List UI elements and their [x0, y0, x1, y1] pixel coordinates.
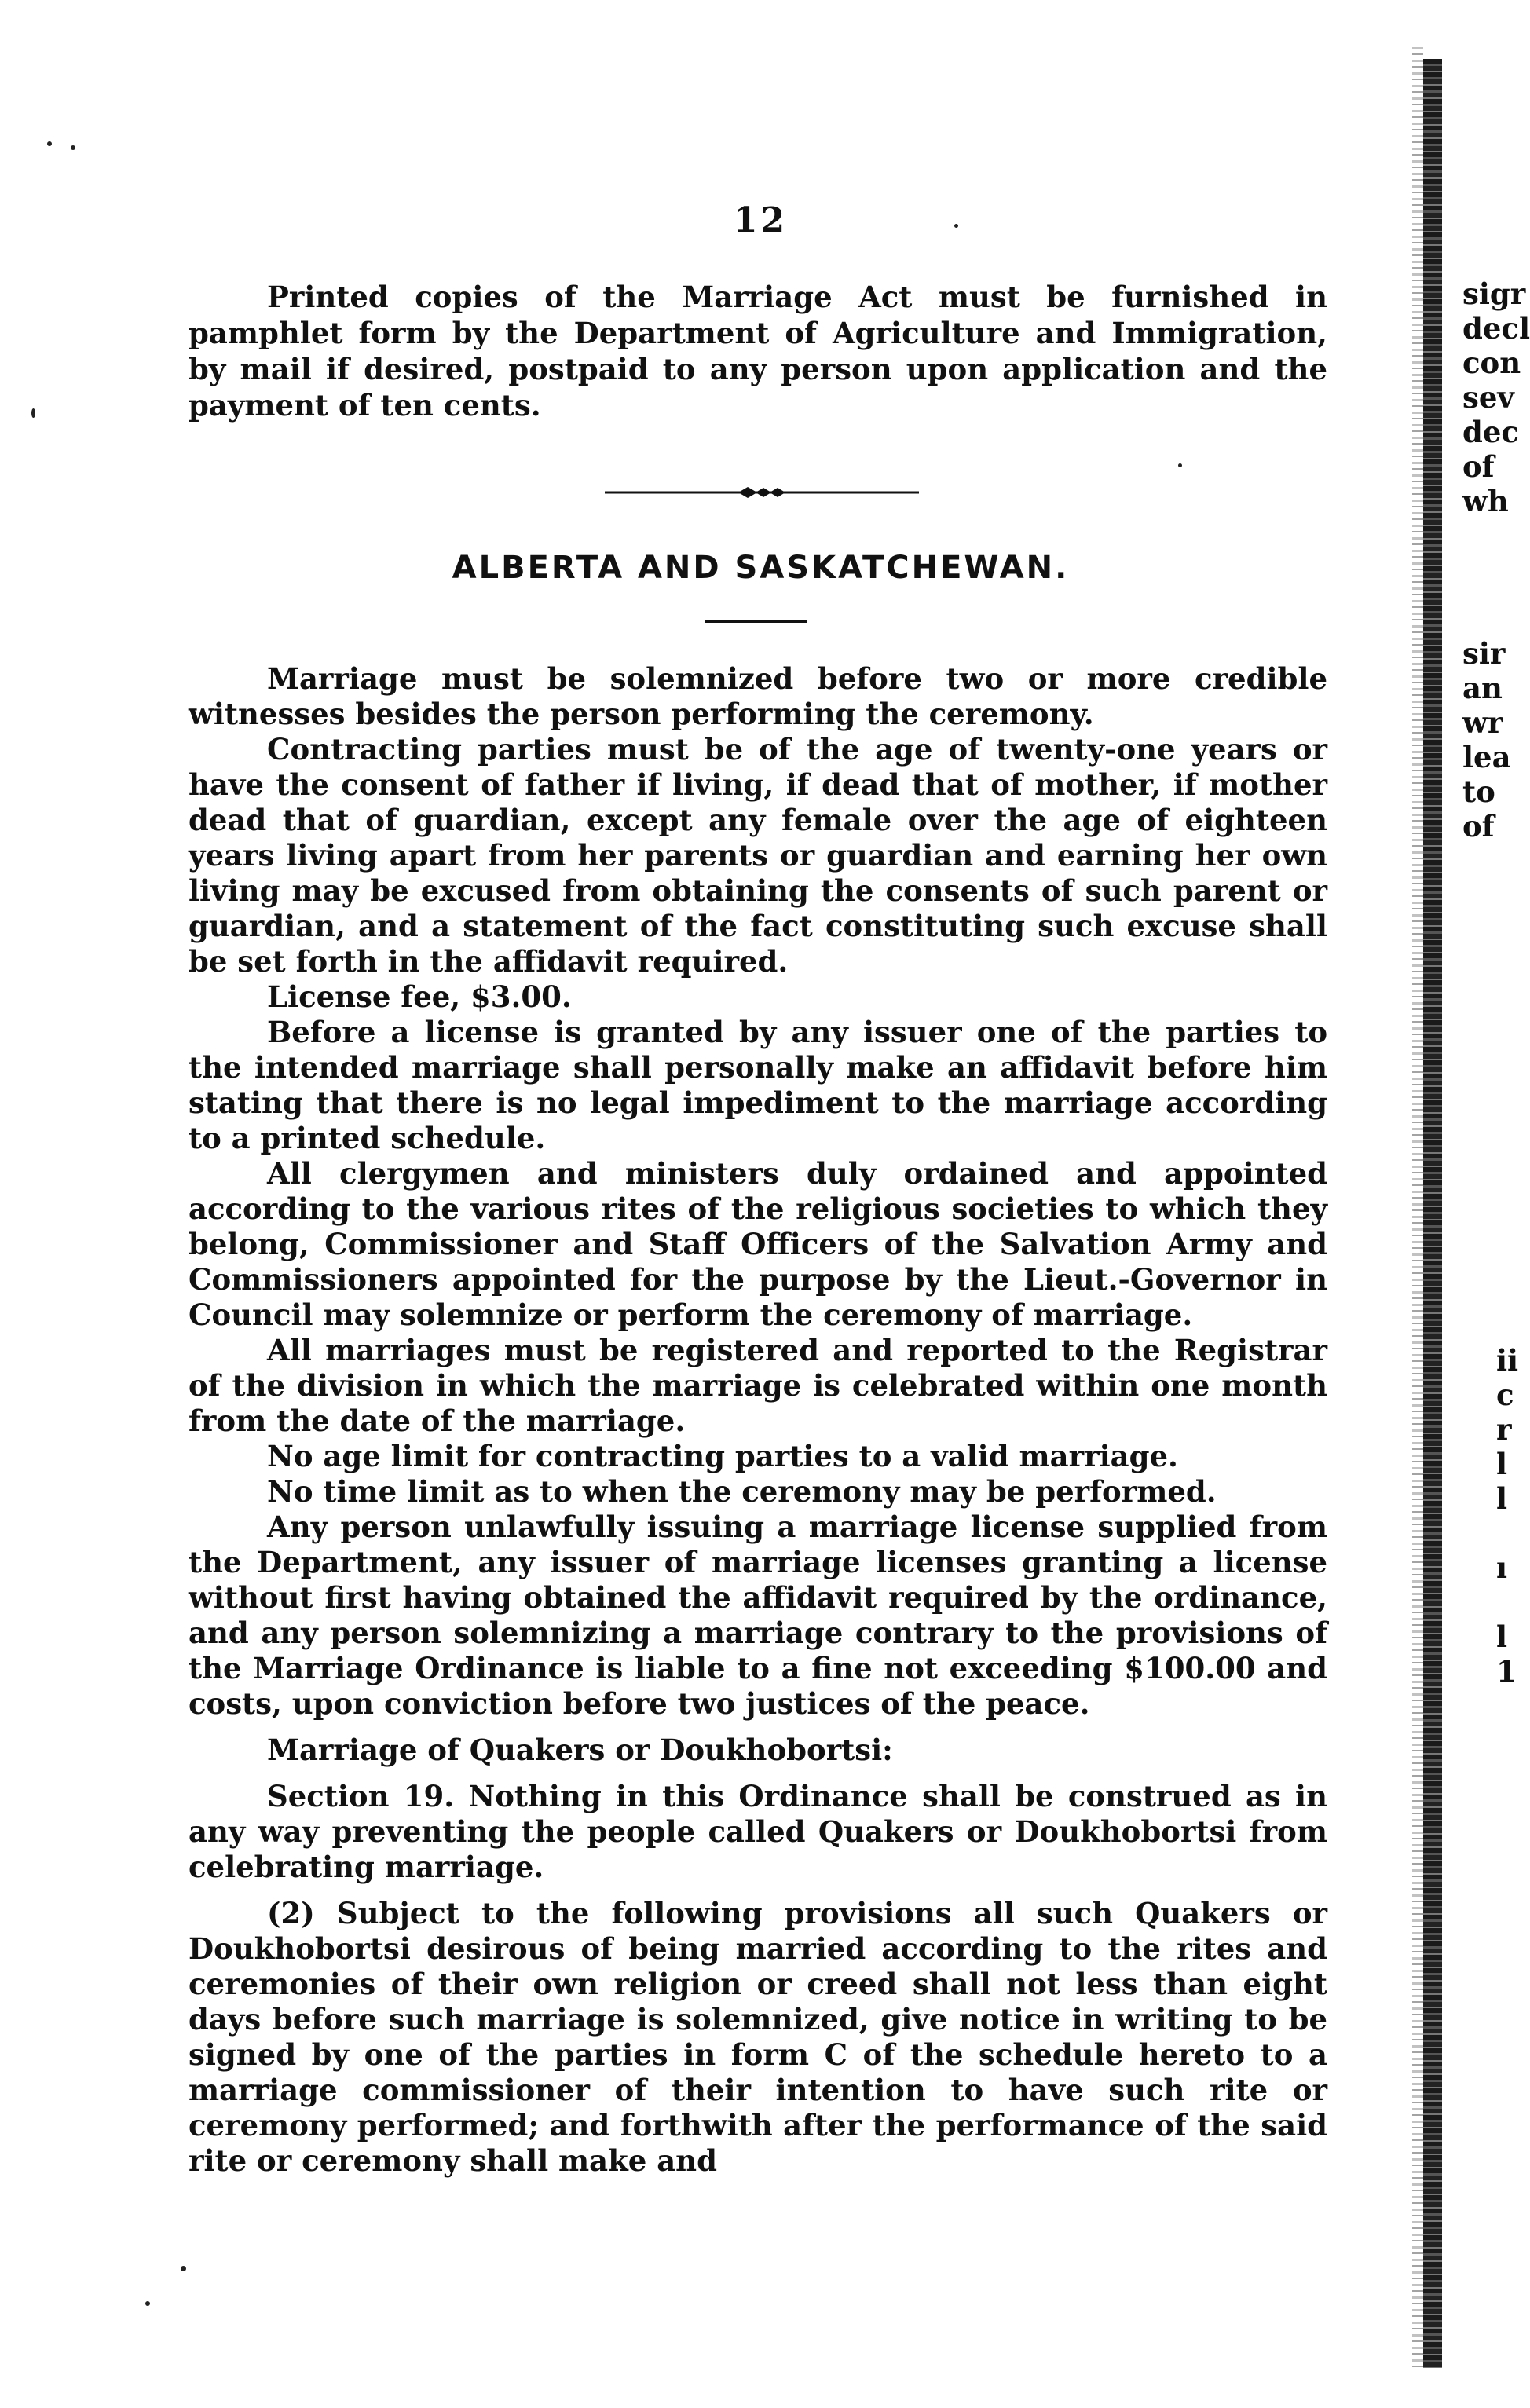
paragraph-section-19: Section 19. Nothing in this Ordinance shall be construed as in any way preventing the people called Quakers or Doukhobortsi from celebrating marriage. [189, 1779, 1327, 1884]
fragment-line: of [1462, 449, 1495, 484]
scan-speck [181, 2266, 186, 2271]
facing-page-fragment-b [1462, 636, 1521, 844]
fragment-line: sir [1462, 636, 1506, 671]
facing-page-fragment-c [1496, 1343, 1521, 1689]
fragment-line: wr [1462, 705, 1503, 740]
scan-speck [31, 408, 35, 418]
paragraph-age-consent: Contracting parties must be of the age of twenty-one years or have the consent of father if living, if dead that of mother, if mother dead that of guardian, except any female over the age of eighteen years living apart from her parents or guardian and earning her own living may be excused from obtaining the consents of such parent or guardian, and a statement of the fact constituting such excuse shall be set forth in the affidavit required. [189, 732, 1327, 979]
fragment-line: lea [1462, 740, 1511, 774]
paragraph-affidavit: Before a license is granted by any issuer one of the parties to the intended marriage shall personally make an affidavit before him stating that there is no legal impediment to the marriage according to a printed schedule. [189, 1015, 1327, 1155]
scan-speck [954, 224, 958, 228]
paragraph-age-limit: No age limit for contracting parties to a valid marriage. [267, 1439, 1178, 1473]
scan-speck [47, 141, 52, 146]
paragraph-witnesses: Marriage must be solemnized before two or more credible witnesses besides the person performing the ceremony. [189, 661, 1327, 731]
fragment-line: l [1496, 1619, 1508, 1654]
scan-speck [1178, 463, 1182, 467]
body-text [189, 661, 1327, 2179]
facing-page-fragment-a [1462, 276, 1530, 518]
page-number: 12 [733, 200, 789, 240]
fragment-line: dec [1462, 415, 1519, 449]
heading-rule [705, 620, 807, 623]
fragment-line: ı [1496, 1550, 1508, 1585]
fragment-line [1496, 1585, 1521, 1619]
fragment-line: l [1496, 1481, 1508, 1516]
fragment-line: sev [1462, 380, 1514, 415]
fragment-line: l [1496, 1447, 1508, 1481]
fragment-line: sigr [1462, 276, 1526, 311]
fragment-line [1496, 1516, 1521, 1550]
paragraph-subsection-2: (2) Subject to the following provisions all such Quakers or Doukhobortsi desirous of being married according to the rites and ceremonies of their own religion or creed shall not less than eight days before such marriage is solemnized, give notice in writing to be signed by one of the parties in form C of the schedule hereto to a marriage commissioner of their intention to have such rite or ceremony performed; and forthwith after the performance of the said rite or ceremony shall make and [189, 1896, 1327, 2178]
intro-paragraph: Printed copies of the Marriage Act must be furnished in pamphlet form by the Department of Agriculture and Immigration, by mail if desired, postpaid to any person upon application and the payment of ten cents. [189, 280, 1327, 423]
fragment-line: of [1462, 809, 1495, 844]
paragraph-penalty: Any person unlawfully issuing a marriage license supplied from the Department, any issuer of marriage licenses granting a license without first having obtained the affidavit required by the ordinance, and any person solemnizing a marriage contrary to the provisions of the Marriage Ordinance is liable to a fine not exceeding $100.00 and costs, upon conviction before two justices of the peace. [189, 1510, 1327, 1721]
fragment-line: con [1462, 346, 1521, 380]
fragment-line: an [1462, 671, 1503, 705]
section-heading: ALBERTA AND SASKATCHEWAN. [452, 550, 1070, 586]
fragment-line: to [1462, 774, 1495, 809]
paragraph-officiants: All clergymen and ministers duly ordained and appointed according to the various rites of the religious societies to which they belong, Commissioner and Staff Officers of the Salvation Army and Commissioners appointed for the purpose by the Lieut.-Governor in Council may solemnize or perform the ceremony of marriage. [189, 1156, 1327, 1332]
binding-edge [1412, 47, 1423, 2372]
fragment-line: c [1496, 1378, 1514, 1412]
paragraph-quakers-heading: Marriage of Quakers or Doukhobortsi: [267, 1733, 893, 1767]
paragraph-license-fee: License fee, $3.00. [267, 979, 572, 1014]
ornament-divider [605, 481, 919, 504]
paragraph-registration: All marriages must be registered and reported to the Registrar of the division in which the marriage is celebrated within one month from the date of the marriage. [189, 1333, 1327, 1438]
scan-speck [145, 2301, 150, 2306]
fragment-line: decl [1462, 311, 1530, 346]
fragment-line: 1 [1496, 1654, 1517, 1689]
scan-speck [71, 145, 75, 150]
fragment-line: wh [1462, 484, 1509, 518]
fragment-line: ii [1496, 1343, 1519, 1378]
paragraph-time-limit: No time limit as to when the ceremony may be performed. [267, 1474, 1217, 1509]
fragment-line: r [1496, 1412, 1512, 1447]
page-binding [1423, 59, 1442, 2368]
